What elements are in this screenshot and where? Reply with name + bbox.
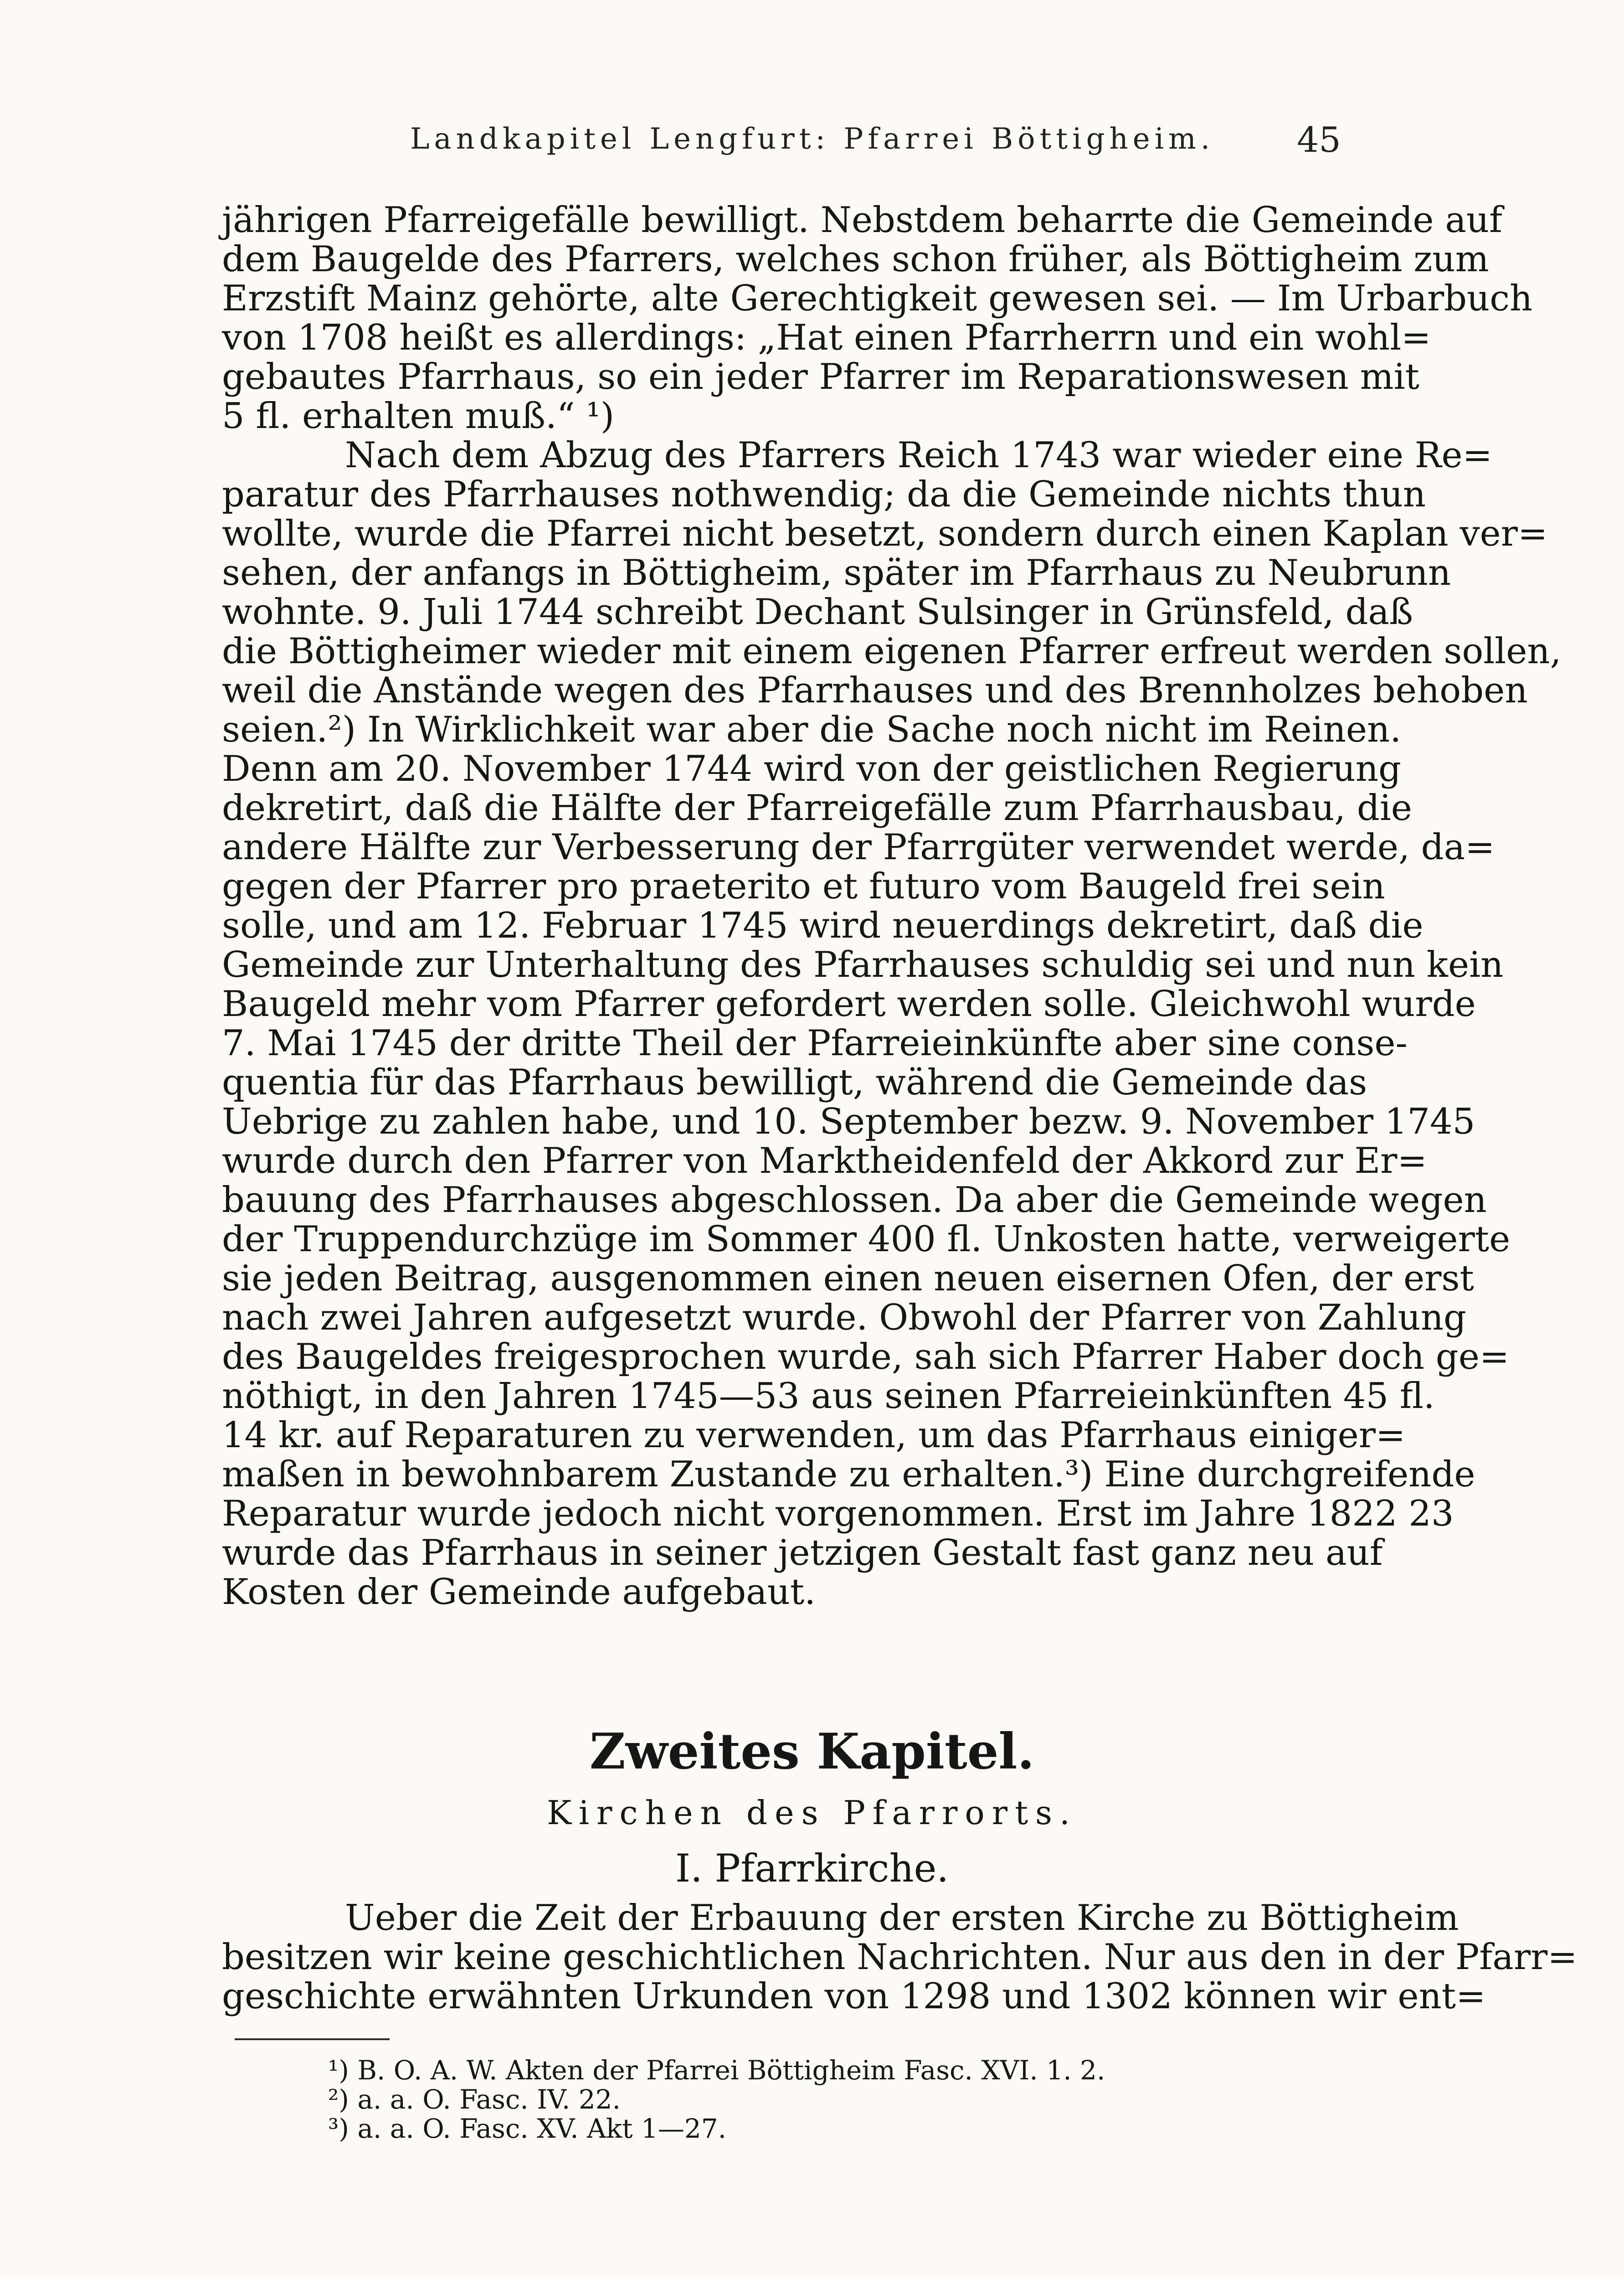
text-line: wurde das Pfarrhaus in seiner jetzigen Gestalt fast ganz neu auf bbox=[222, 1532, 1383, 1573]
text-line: nöthigt, in den Jahren 1745—53 aus seinen Pfarreieinkünften 45 fl. bbox=[222, 1376, 1435, 1417]
text-line: wohnte. 9. Juli 1744 schreibt Dechant Sulsinger in Grünsfeld, daß bbox=[222, 592, 1413, 633]
text-line: Erzstift Mainz gehörte, alte Gerechtigkeit gewesen sei. — Im Urbarbuch bbox=[222, 278, 1533, 319]
footnote: ²) a. a. O. Fasc. IV. 22. bbox=[328, 2084, 621, 2115]
paragraph-start: Nach dem Abzug des Pfarrers Reich 1743 war wieder eine Re= bbox=[345, 435, 1493, 476]
text-line: bauung des Pfarrhauses abgeschlossen. Da aber die Gemeinde wegen bbox=[222, 1180, 1487, 1221]
text-line: 14 kr. auf Reparaturen zu verwenden, um das Pfarrhaus einiger= bbox=[222, 1415, 1406, 1456]
text-line: geschichte erwähnten Urkunden von 1298 und 1302 können wir ent= bbox=[222, 1976, 1486, 2017]
text-line: seien.²) In Wirklichkeit war aber die Sache noch nicht im Reinen. bbox=[222, 709, 1402, 750]
text-line: sehen, der anfangs in Böttigheim, später im Pfarrhaus zu Neubrunn bbox=[222, 552, 1451, 593]
subsection-title: I. Pfarrkirche. bbox=[675, 1846, 949, 1891]
chapter-intro-text bbox=[222, 1897, 1578, 2017]
footnote: ³) a. a. O. Fasc. XV. Akt 1—27. bbox=[328, 2113, 727, 2144]
text-line: Uebrige zu zahlen habe, und 10. September bezw. 9. November 1745 bbox=[222, 1101, 1475, 1142]
text-line: weil die Anstände wegen des Pfarrhauses und des Brennholzes behoben bbox=[222, 670, 1528, 711]
running-head: Landkapitel Lengfurt: Pfarrei Böttigheim. bbox=[410, 122, 1215, 156]
text-line: Reparatur wurde jedoch nicht vorgenommen. Erst im Jahre 1822 23 bbox=[222, 1493, 1454, 1534]
text-line: wollte, wurde die Pfarrei nicht besetzt, sondern durch einen Kaplan ver= bbox=[222, 513, 1548, 554]
text-line: Baugeld mehr vom Pfarrer gefordert werden solle. Gleichwohl wurde bbox=[222, 984, 1476, 1025]
text-line: der Truppendurchzüge im Sommer 400 fl. Unkosten hatte, verweigerte bbox=[222, 1219, 1511, 1260]
text-line: quentia für das Pfarrhaus bewilligt, während die Gemeinde das bbox=[222, 1062, 1367, 1103]
text-line: gebautes Pfarrhaus, so ein jeder Pfarrer im Reparationswesen mit bbox=[222, 356, 1419, 397]
text-line: von 1708 heißt es allerdings: „Hat einen Pfarrherrn und ein wohl= bbox=[222, 317, 1431, 358]
text-line: dekretirt, daß die Hälfte der Pfarreigefälle zum Pfarrhausbau, die bbox=[222, 788, 1412, 829]
text-line: wurde durch den Pfarrer von Marktheidenfeld der Akkord zur Er= bbox=[222, 1140, 1427, 1181]
text-line: Gemeinde zur Unterhaltung des Pfarrhauses schuldig sei und nun kein bbox=[222, 944, 1504, 985]
text-line: besitzen wir keine geschichtlichen Nachrichten. Nur aus den in der Pfarr= bbox=[222, 1937, 1578, 1978]
text-line: paratur des Pfarrhauses nothwendig; da die Gemeinde nichts thun bbox=[222, 474, 1426, 515]
text-line: jährigen Pfarreigefälle bewilligt. Nebstdem beharrte die Gemeinde auf bbox=[222, 200, 1502, 241]
text-line: des Baugeldes freigesprochen wurde, sah sich Pfarrer Haber doch ge= bbox=[222, 1336, 1510, 1377]
text-line: Denn am 20. November 1744 wird von der geistlichen Regierung bbox=[222, 748, 1401, 789]
text-line: die Böttigheimer wieder mit einem eigenen Pfarrer erfreut werden sollen, bbox=[222, 631, 1562, 672]
text-line: maßen in bewohnbarem Zustande zu erhalten.³) Eine durchgreifende bbox=[222, 1454, 1475, 1495]
body-text bbox=[222, 200, 1562, 1613]
text-line: dem Baugelde des Pfarrers, welches schon früher, als Böttigheim zum bbox=[222, 239, 1489, 280]
text-line: nach zwei Jahren aufgesetzt wurde. Obwohl der Pfarrer von Zahlung bbox=[222, 1297, 1466, 1338]
page-number: 45 bbox=[1297, 119, 1341, 160]
section-title: Kirchen des Pfarrorts. bbox=[547, 1794, 1077, 1832]
text-line: solle, und am 12. Februar 1745 wird neuerdings dekretirt, daß die bbox=[222, 905, 1424, 946]
text-line: sie jeden Beitrag, ausgenommen einen neuen eisernen Ofen, der erst bbox=[222, 1258, 1474, 1299]
text-line: 7. Mai 1745 der dritte Theil der Pfarreieinkünfte aber sine conse- bbox=[222, 1023, 1408, 1064]
footnotes bbox=[328, 2056, 1105, 2143]
text-line: 5 fl. erhalten muß.“ ¹) bbox=[222, 396, 615, 437]
footnote-divider bbox=[235, 2038, 390, 2040]
footnote: ¹) B. O. A. W. Akten der Pfarrei Böttigheim Fasc. XVI. 1. 2. bbox=[328, 2055, 1105, 2086]
text-line: andere Hälfte zur Verbesserung der Pfarrgüter verwendet werde, da= bbox=[222, 827, 1495, 868]
text-line: gegen der Pfarrer pro praeterito et futuro vom Baugeld frei sein bbox=[222, 866, 1385, 907]
chapter-title: Zweites Kapitel. bbox=[589, 1723, 1035, 1780]
paragraph-start: Ueber die Zeit der Erbauung der ersten Kirche zu Böttigheim bbox=[345, 1897, 1459, 1939]
text-line: Kosten der Gemeinde aufgebaut. bbox=[222, 1572, 816, 1613]
